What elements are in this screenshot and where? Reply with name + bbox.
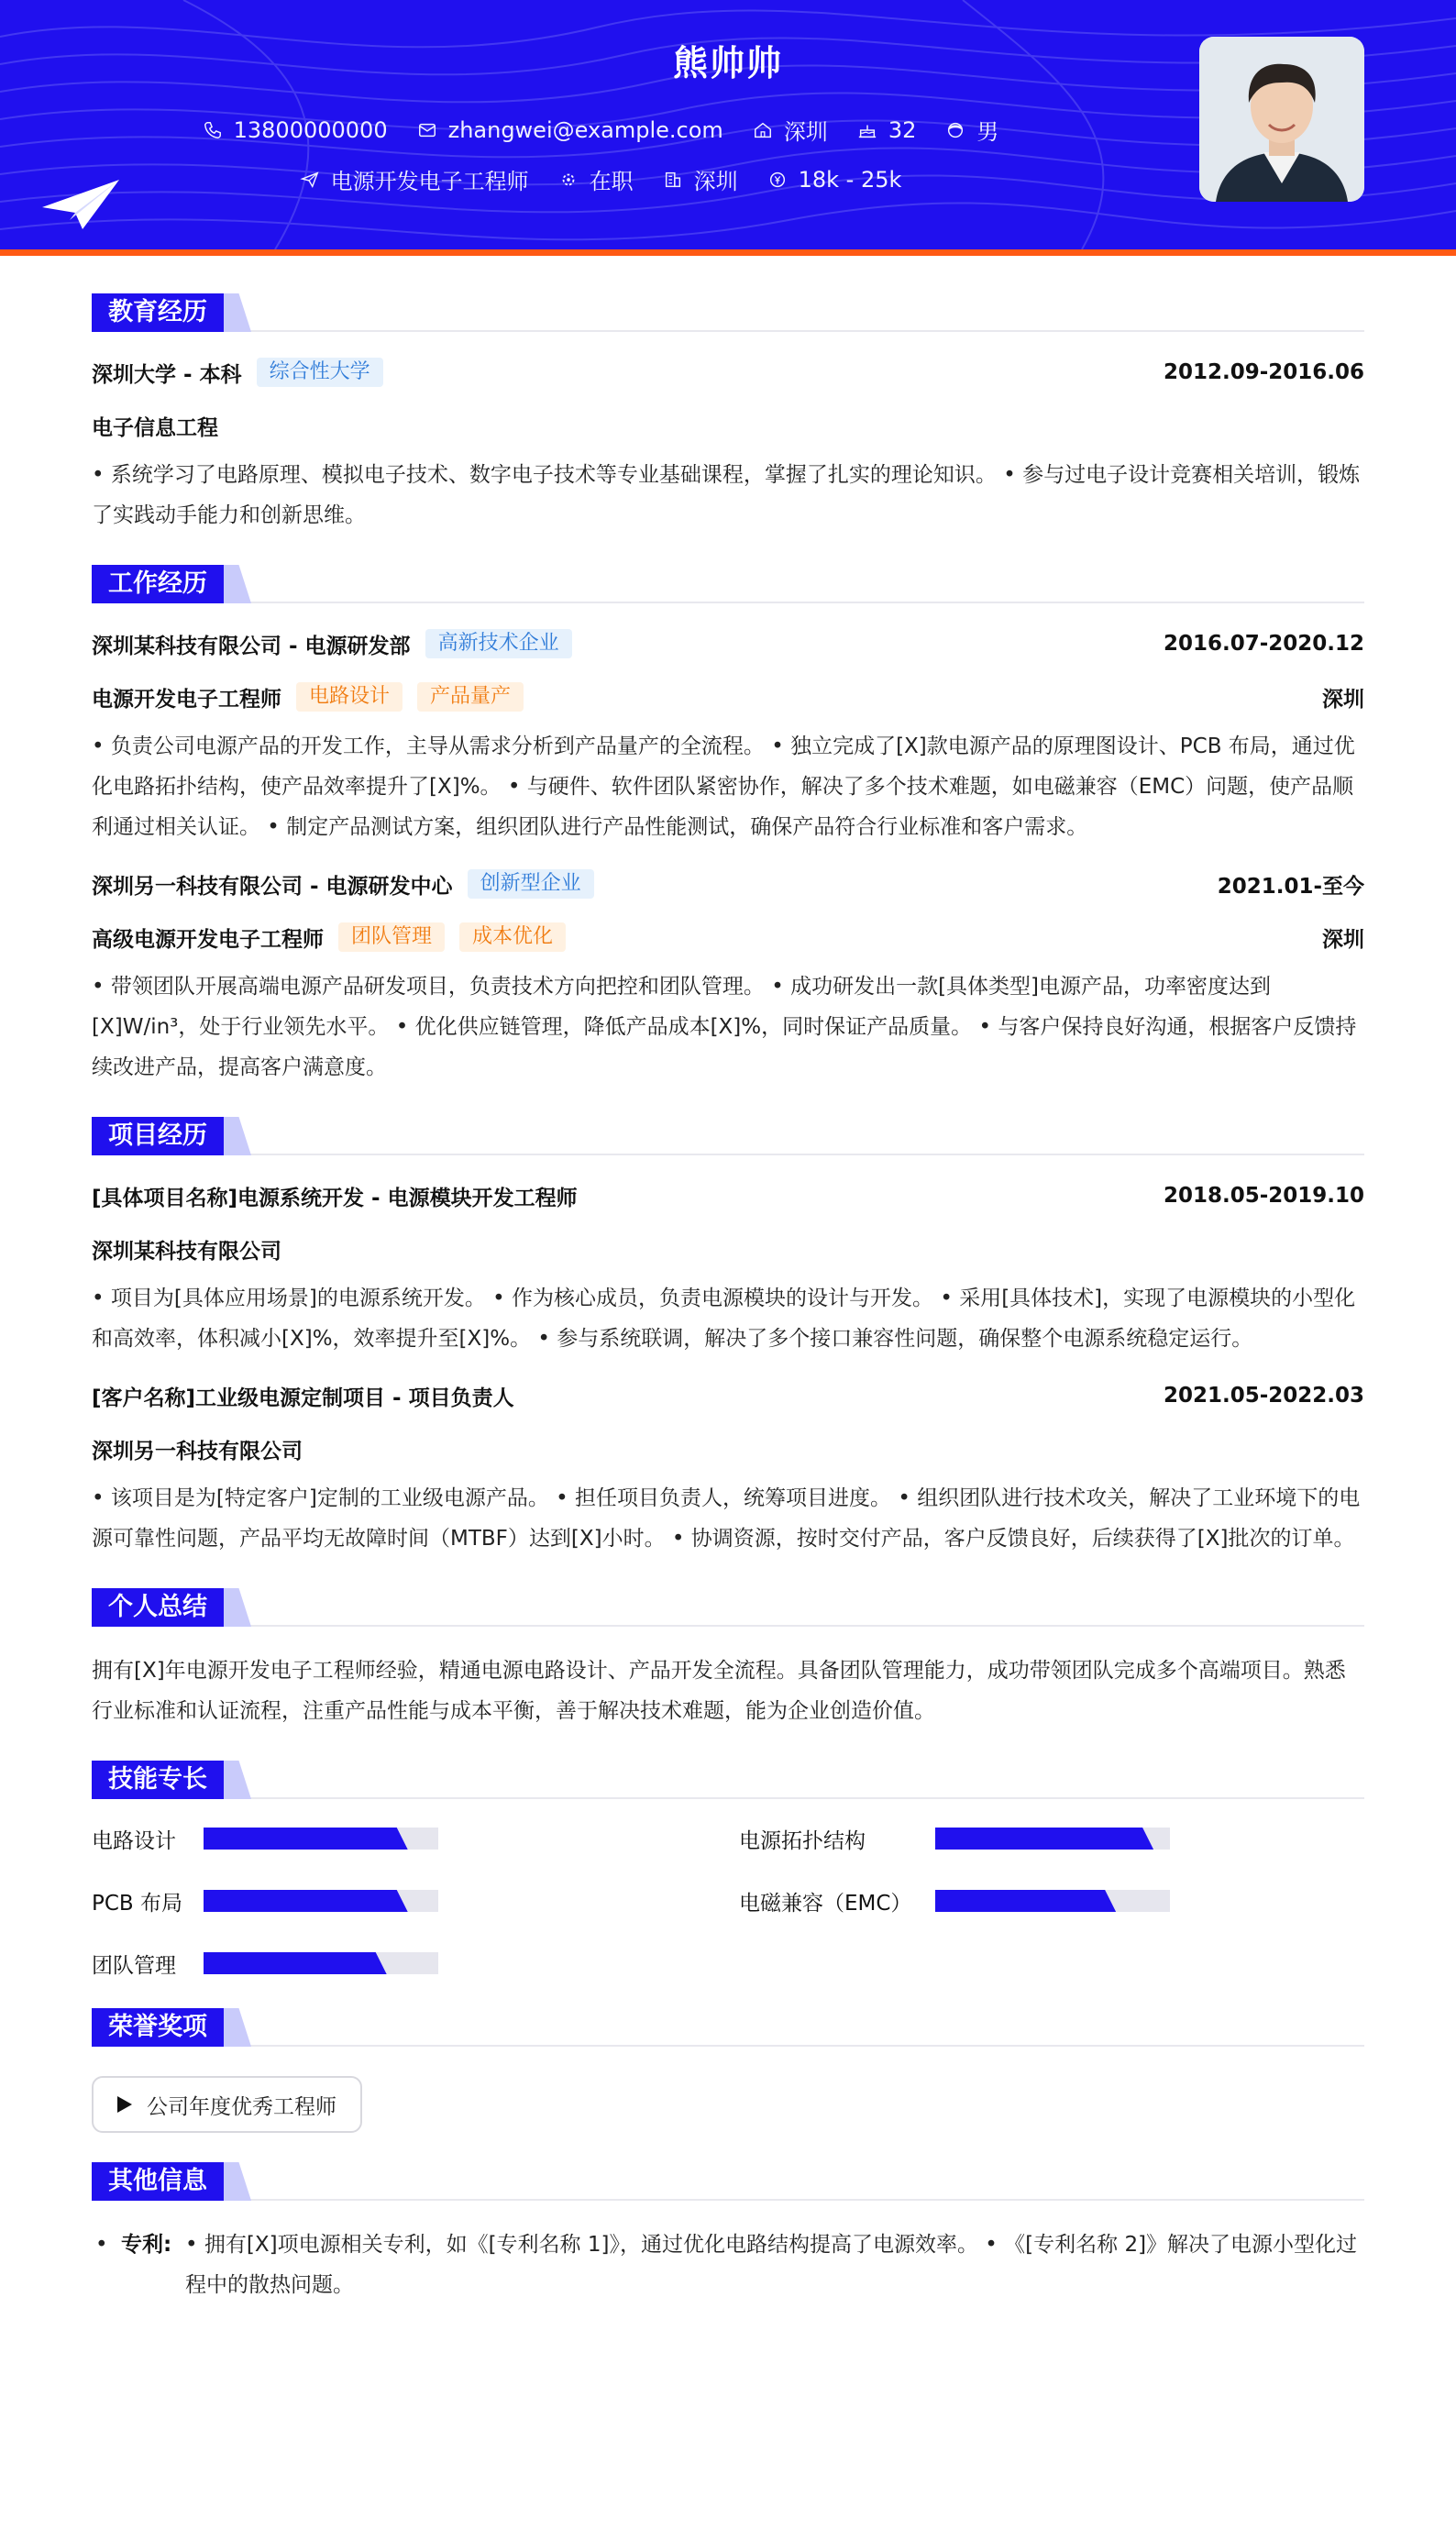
work-company-row bbox=[92, 627, 1364, 660]
gender-icon bbox=[945, 120, 965, 140]
email-text: zhangwei@example.com bbox=[447, 116, 723, 143]
email-item bbox=[417, 117, 723, 143]
section-tab-tail bbox=[224, 2162, 251, 2201]
company-name: 深圳另一科技有限公司 - 电源研发中心 bbox=[92, 874, 453, 899]
other-info-text: • 拥有[X]项电源相关专利，如《[专利名称 1]》，通过优化电路结构提高了电源效率。 • 《[专利名称 2]》解决了电源小型化过程中的散热问题。 bbox=[185, 2233, 1358, 2297]
gender-item bbox=[945, 114, 998, 146]
skill-name: 电源拓扑结构 bbox=[739, 1828, 866, 1853]
section-header-other bbox=[92, 2160, 1364, 2201]
skill-level-bar bbox=[935, 1828, 1170, 1850]
skill-level-fill bbox=[204, 1890, 408, 1912]
section-divider bbox=[92, 1154, 1364, 1155]
work-city: 深圳 bbox=[1322, 927, 1364, 952]
project-header-row bbox=[92, 1379, 1364, 1412]
section-divider bbox=[92, 2045, 1364, 2047]
work-role-row bbox=[92, 680, 1364, 713]
section-tab-tail bbox=[224, 293, 251, 332]
email-icon bbox=[417, 120, 437, 140]
role-tag: 团队管理 bbox=[338, 922, 445, 952]
company-tag: 创新型企业 bbox=[468, 869, 594, 899]
project-date: 2018.05-2019.10 bbox=[1163, 1184, 1364, 1208]
resume-header bbox=[0, 0, 1456, 249]
status-text: 在职 bbox=[589, 169, 634, 194]
other-info-label: 专利: bbox=[121, 2233, 172, 2257]
project-company: 深圳另一科技有限公司 bbox=[92, 1439, 303, 1463]
skill-item bbox=[739, 1823, 1364, 1854]
role-tag: 电路设计 bbox=[296, 682, 403, 712]
section-header-skills bbox=[92, 1759, 1364, 1799]
major-row bbox=[92, 409, 1364, 442]
yen-coin-icon bbox=[767, 170, 788, 190]
profile-photo bbox=[1199, 37, 1364, 202]
status-icon bbox=[558, 170, 579, 190]
section-divider bbox=[92, 330, 1364, 332]
skill-name: 电磁兼容（EMC） bbox=[739, 1891, 912, 1916]
work-description: • 带领团队开展高端电源产品研发项目，负责技术方向把控和团队管理。 • 成功研发出一款[具体类型]电源产品，功率密度达到[X]W/in³，处于行业领先水平。 • 优化供应链管理，降低产品成本[X]%，同时保证产品质量。 • 与客户保持良好沟通，根据客户反馈持续改进产品，提高客户满意度。 bbox=[92, 975, 1357, 1079]
work-description: • 负责公司电源产品的开发工作，主导从需求分析到产品量产的全流程。 • 独立完成了[X]款电源产品的原理图设计、PCB 布局，通过优化电路拓扑结构，使产品效率提升了[X]%。 • 与硬件、软件团队紧密协作，解决了多个技术难题，如电磁兼容（EMC）问题，使产品顺利通过相关认证。 • 制定产品测试方案，组织团队进行产品性能测试，确保产品符合行业标准和客户需求。 bbox=[92, 734, 1355, 839]
section-header-projects bbox=[92, 1115, 1364, 1155]
other-info-item bbox=[92, 2225, 1364, 2305]
skill-name: 电路设计 bbox=[92, 1828, 176, 1853]
phone-text: 13800000000 bbox=[233, 116, 388, 143]
section-title: 项目经历 bbox=[92, 1117, 224, 1155]
target-city-text: 深圳 bbox=[693, 169, 738, 194]
skill-item bbox=[92, 1885, 739, 1916]
section-title: 其他信息 bbox=[92, 2162, 224, 2201]
play-triangle-icon bbox=[117, 2096, 132, 2113]
hometown-text: 深圳 bbox=[783, 119, 828, 145]
candidate-name: 熊帅帅 bbox=[672, 43, 783, 83]
section-divider bbox=[92, 1625, 1364, 1627]
phone-icon bbox=[203, 120, 223, 140]
header-accent-line bbox=[0, 249, 1456, 256]
work-city: 深圳 bbox=[1322, 687, 1364, 712]
project-description: • 项目为[具体应用场景]的电源系统开发。 • 作为核心成员，负责电源模块的设计与开发。 • 采用[具体技术]，实现了电源模块的小型化和高效率，体积减小[X]%，效率提升至[X]%。 • 参与系统联调，解决了多个接口兼容性问题，确保整个电源系统稳定运行。 bbox=[92, 1287, 1356, 1351]
education-date: 2012.09-2016.06 bbox=[1163, 360, 1364, 384]
job-intent-row bbox=[0, 163, 1201, 195]
target-position-item bbox=[300, 163, 529, 195]
cake-icon bbox=[857, 120, 877, 140]
project-name: [客户名称]工业级电源定制项目 - 项目负责人 bbox=[92, 1386, 514, 1410]
gender-text: 男 bbox=[976, 119, 999, 145]
target-position-text: 电源开发电子工程师 bbox=[330, 169, 529, 194]
age-text: 32 bbox=[888, 116, 917, 143]
role-name: 电源开发电子工程师 bbox=[92, 687, 281, 712]
contact-info-row bbox=[0, 114, 1201, 146]
skill-level-fill bbox=[935, 1828, 1153, 1850]
honor-name: 公司年度优秀工程师 bbox=[147, 2094, 336, 2119]
company-tag: 高新技术企业 bbox=[425, 629, 572, 658]
building-icon bbox=[663, 170, 683, 190]
section-divider bbox=[92, 2199, 1364, 2201]
home-icon bbox=[753, 120, 773, 140]
section-title: 教育经历 bbox=[92, 293, 224, 332]
work-date: 2021.01-至今 bbox=[1217, 874, 1364, 899]
section-divider bbox=[92, 1797, 1364, 1799]
project-company-row bbox=[92, 1432, 1364, 1465]
salary-item bbox=[767, 167, 902, 193]
section-tab-tail bbox=[224, 1588, 251, 1627]
hometown-item bbox=[753, 114, 828, 146]
salary-text: 18k - 25k bbox=[798, 166, 902, 193]
skill-level-fill bbox=[204, 1952, 387, 1974]
school-tag: 综合性大学 bbox=[257, 358, 383, 387]
section-title: 个人总结 bbox=[92, 1588, 224, 1627]
phone-item bbox=[203, 117, 388, 143]
skill-name: 团队管理 bbox=[92, 1953, 176, 1978]
work-item bbox=[92, 867, 1364, 1088]
section-header-summary bbox=[92, 1586, 1364, 1627]
skill-item bbox=[92, 1948, 739, 1979]
skill-level-bar bbox=[204, 1952, 438, 1974]
work-role-row bbox=[92, 921, 1364, 954]
work-item bbox=[92, 627, 1364, 847]
section-title: 技能专长 bbox=[92, 1761, 224, 1799]
school-name: 深圳大学 - 本科 bbox=[92, 362, 242, 387]
section-tab-tail bbox=[224, 1761, 251, 1799]
skill-level-fill bbox=[935, 1890, 1116, 1912]
project-item bbox=[92, 1379, 1364, 1559]
summary-text: 拥有[X]年电源开发电子工程师经验，精通电源电路设计、产品开发全流程。具备团队管理能力，成功带领团队完成多个高端项目。熟悉行业标准和认证流程，注重产品性能与成本平衡，善于解决技术难题，能为企业创造价值。 bbox=[92, 1659, 1346, 1723]
skills-grid bbox=[92, 1823, 1364, 1979]
section-header-education bbox=[92, 292, 1364, 332]
project-company-row bbox=[92, 1232, 1364, 1265]
honor-item bbox=[92, 2076, 362, 2133]
skill-level-bar bbox=[204, 1828, 438, 1850]
skill-item bbox=[92, 1823, 739, 1854]
section-header-work bbox=[92, 563, 1364, 603]
project-name: [具体项目名称]电源系统开发 - 电源模块开发工程师 bbox=[92, 1186, 578, 1210]
age-item bbox=[857, 117, 917, 143]
company-name: 深圳某科技有限公司 - 电源研发部 bbox=[92, 634, 411, 658]
work-date: 2016.07-2020.12 bbox=[1163, 632, 1364, 656]
project-company: 深圳某科技有限公司 bbox=[92, 1239, 281, 1264]
section-title: 工作经历 bbox=[92, 565, 224, 603]
role-name: 高级电源开发电子工程师 bbox=[92, 927, 324, 952]
skill-level-fill bbox=[204, 1828, 408, 1850]
send-icon bbox=[300, 170, 320, 190]
skill-item bbox=[739, 1885, 1364, 1916]
section-tab-tail bbox=[224, 565, 251, 603]
section-title: 荣誉奖项 bbox=[92, 2008, 224, 2047]
education-header-row bbox=[92, 356, 1364, 389]
target-city-item bbox=[663, 163, 738, 195]
work-company-row bbox=[92, 867, 1364, 900]
section-header-honors bbox=[92, 2006, 1364, 2047]
project-description: • 该项目是为[特定客户]定制的工业级电源产品。 • 担任项目负责人，统筹项目进度。 • 组织团队进行技术攻关，解决了工业环境下的电源可靠性问题，产品平均无故障时间（MTBF）达到[X]小时。 • 协调资源，按时交付产品，客户反馈良好，后续获得了[X]批次的订单。 bbox=[92, 1486, 1361, 1551]
section-divider bbox=[92, 602, 1364, 603]
project-date: 2021.05-2022.03 bbox=[1163, 1384, 1364, 1408]
status-item bbox=[558, 163, 634, 195]
skill-name: PCB 布局 bbox=[92, 1891, 183, 1916]
skill-level-bar bbox=[935, 1890, 1170, 1912]
role-tag: 成本优化 bbox=[459, 922, 566, 952]
major-name: 电子信息工程 bbox=[92, 415, 218, 440]
project-header-row bbox=[92, 1179, 1364, 1212]
education-description: • 系统学习了电路原理、模拟电子技术、数字电子技术等专业基础课程，掌握了扎实的理论知识。 • 参与过电子设计竞赛相关培训，锻炼了实践动手能力和创新思维。 bbox=[92, 463, 1361, 527]
section-tab-tail bbox=[224, 2008, 251, 2047]
skill-level-bar bbox=[204, 1890, 438, 1912]
section-tab-tail bbox=[224, 1117, 251, 1155]
resume-body bbox=[92, 292, 1364, 2305]
bullet-dot-icon: • bbox=[95, 2233, 108, 2257]
role-tag: 产品量产 bbox=[417, 682, 524, 712]
project-item bbox=[92, 1179, 1364, 1359]
